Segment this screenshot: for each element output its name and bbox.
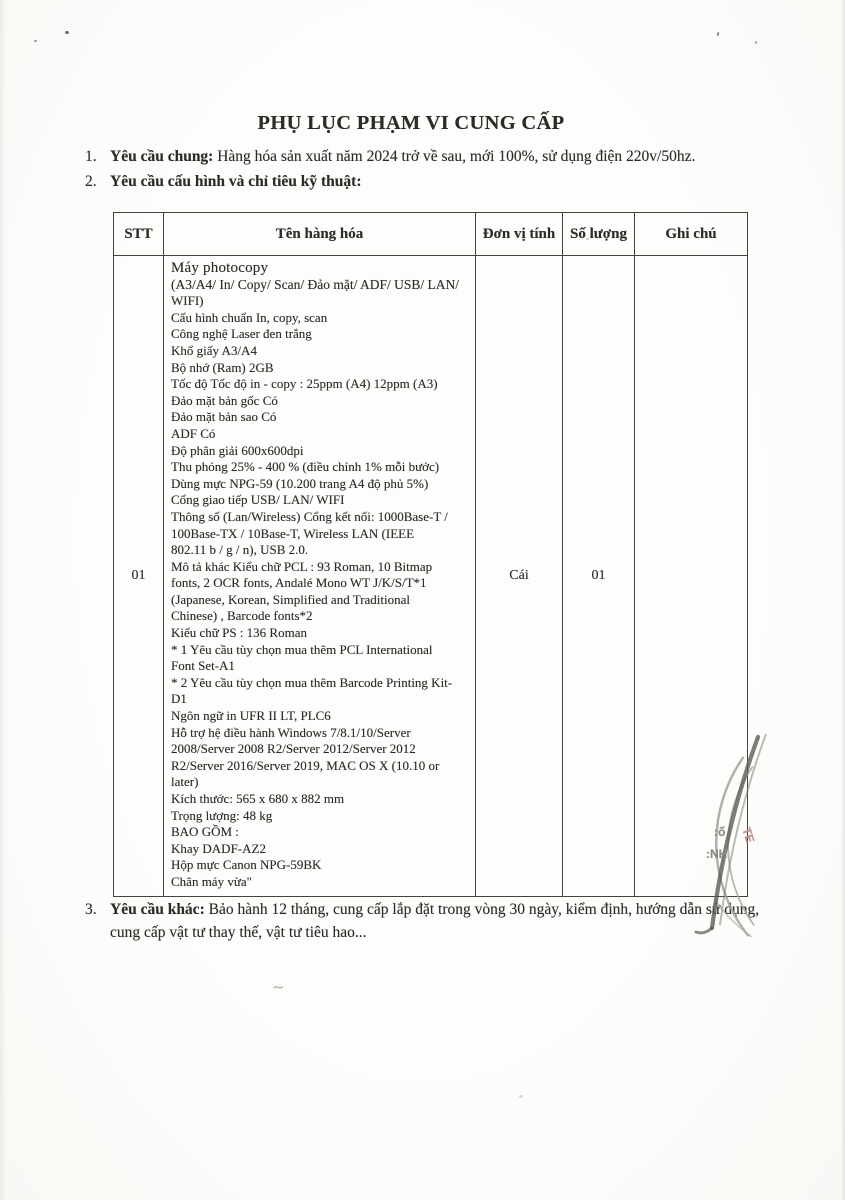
- cell-stt: 01: [131, 568, 146, 583]
- spec-line: D1: [171, 691, 187, 707]
- spec-line: Hỗ trợ hệ điều hành Windows 7/8.1/10/Server: [171, 724, 411, 740]
- scan-speck: [755, 41, 758, 45]
- spec-line: Cấu hình chuẩn In, copy, scan: [171, 309, 328, 325]
- spec-table: [113, 212, 748, 897]
- spec-line: Tốc độ Tốc độ in - copy : 25ppm (A4) 12ppm (A3): [171, 376, 438, 392]
- item-number: 1.: [85, 148, 97, 165]
- spec-line: (Japanese, Korean, Simplified and Traditional: [171, 591, 411, 607]
- spec-line: Đảo mặt bản gốc Có: [171, 392, 278, 408]
- spec-line: Khay DADF-AZ2: [171, 840, 266, 856]
- scan-speck: [586, 238, 589, 240]
- spec-line: Bộ nhớ (Ram) 2GB: [171, 359, 274, 375]
- table-row: [114, 256, 747, 896]
- table-header-row: [114, 213, 747, 256]
- item-text: Bảo hành 12 tháng, cung cấp lắp đặt trong vòng 30 ngày, kiểm định, hướng dẫn sử dụng, cung cấp vật tư thay thế, vật tư tiêu hao...: [110, 901, 760, 941]
- spec-line: Chân máy vừa": [171, 873, 252, 889]
- spec-line: 100Base-TX / 10Base-T, Wireless LAN (IEEE: [171, 525, 415, 541]
- spec-line: Kích thước: 565 x 680 x 882 mm: [171, 791, 345, 806]
- item-spec-lines: [171, 260, 470, 891]
- stamp-text-fragment-red: TE: [739, 825, 758, 845]
- spec-line: Cổng giao tiếp USB/ LAN/ WIFI: [171, 492, 345, 508]
- col-header-note: Ghi chú: [634, 213, 747, 256]
- spec-line: fonts, 2 OCR fonts, Andalé Mono WT J/K/S/T*1: [171, 575, 427, 591]
- spec-line: (A3/A4/ In/ Copy/ Scan/ Đảo mặt/ ADF/ USB/ LAN/: [171, 276, 459, 292]
- col-header-name: Tên hàng hóa: [163, 213, 475, 256]
- spec-line: later): [171, 774, 199, 790]
- spec-line: Hộp mực Canon NPG-59BK: [171, 857, 322, 873]
- stamp-text-fragment-2: :NH: [706, 847, 728, 861]
- scan-speck: [34, 40, 37, 42]
- col-header-stt: STT: [114, 213, 163, 256]
- cell-item-name: [163, 256, 475, 896]
- spec-line: * 1 Yêu cầu tùy chọn mua thêm PCL International: [171, 641, 433, 657]
- spec-line: Font Set-A1: [171, 658, 235, 674]
- cell-unit: Cái: [475, 256, 562, 896]
- stamp-text-fragment-1: :ố: [714, 825, 726, 839]
- item-label: Yêu cầu cấu hình và chỉ tiêu kỹ thuật:: [110, 173, 362, 190]
- item-label: Yêu cầu chung:: [110, 148, 214, 165]
- spec-line: Thu phóng 25% - 400 % (điều chỉnh 1% mỗi bước): [171, 459, 440, 475]
- spec-line: Máy photocopy: [171, 260, 269, 276]
- cell-quantity: 01: [562, 256, 634, 896]
- list-item-general-requirement: [85, 146, 785, 168]
- spec-line: 2008/Server 2008 R2/Server 2012/Server 2012: [171, 741, 416, 757]
- cell-note: [634, 256, 747, 896]
- col-header-unit: Đơn vị tính: [475, 213, 562, 256]
- spec-line: Công nghệ Laser đen trắng: [171, 326, 312, 342]
- item-number: 2.: [85, 173, 97, 190]
- col-header-quantity: Số lượng: [562, 213, 634, 256]
- spec-line: Trọng lượng: 48 kg: [171, 807, 273, 823]
- scan-speck: [65, 31, 69, 34]
- spec-line: Chinese) , Barcode fonts*2: [171, 608, 313, 624]
- spec-line: Khổ giấy A3/A4: [171, 342, 257, 358]
- list-item-spec-requirement: [85, 171, 785, 193]
- spec-line: Ngôn ngữ in UFR II LT, PLC6: [171, 708, 331, 724]
- spec-line: Thông số (Lan/Wireless) Cổng kết nối: 1000Base-T /: [171, 508, 448, 524]
- item-label: Yêu cầu khác:: [110, 901, 205, 918]
- item-number: 3.: [85, 901, 97, 918]
- spec-line: Dùng mực NPG-59 (10.200 trang A4 độ phủ 5%): [171, 475, 429, 491]
- spec-line: Kiểu chữ PS : 136 Roman: [171, 625, 307, 641]
- spec-line: 802.11 b / g / n), USB 2.0.: [171, 542, 309, 558]
- spec-line: R2/Server 2016/Server 2019, MAC OS X (10.10 or: [171, 757, 440, 773]
- spec-line: BAO GỒM :: [171, 824, 239, 840]
- spec-line: Mô tả khác Kiểu chữ PCL : 93 Roman, 10 Bitmap: [171, 558, 433, 574]
- list-item-other-requirement: [85, 898, 768, 944]
- spec-line: ADF Có: [171, 425, 216, 441]
- scan-speck: [717, 32, 720, 36]
- spec-line: Độ phân giải 600x600dpi: [171, 442, 304, 458]
- spec-line: Đảo mặt bản sao Có: [171, 409, 277, 425]
- scan-speck: [519, 1095, 523, 1098]
- spec-line: WIFI): [171, 293, 204, 309]
- spec-line: * 2 Yêu cầu tùy chọn mua thêm Barcode Printing Kit-: [171, 674, 453, 690]
- scan-squiggle: ~: [272, 978, 285, 996]
- item-text: Hàng hóa sản xuất năm 2024 trở về sau, mới 100%, sử dụng điện 220v/50hz.: [213, 148, 696, 165]
- page-title: PHỤ LỤC PHẠM VI CUNG CẤP: [257, 112, 565, 134]
